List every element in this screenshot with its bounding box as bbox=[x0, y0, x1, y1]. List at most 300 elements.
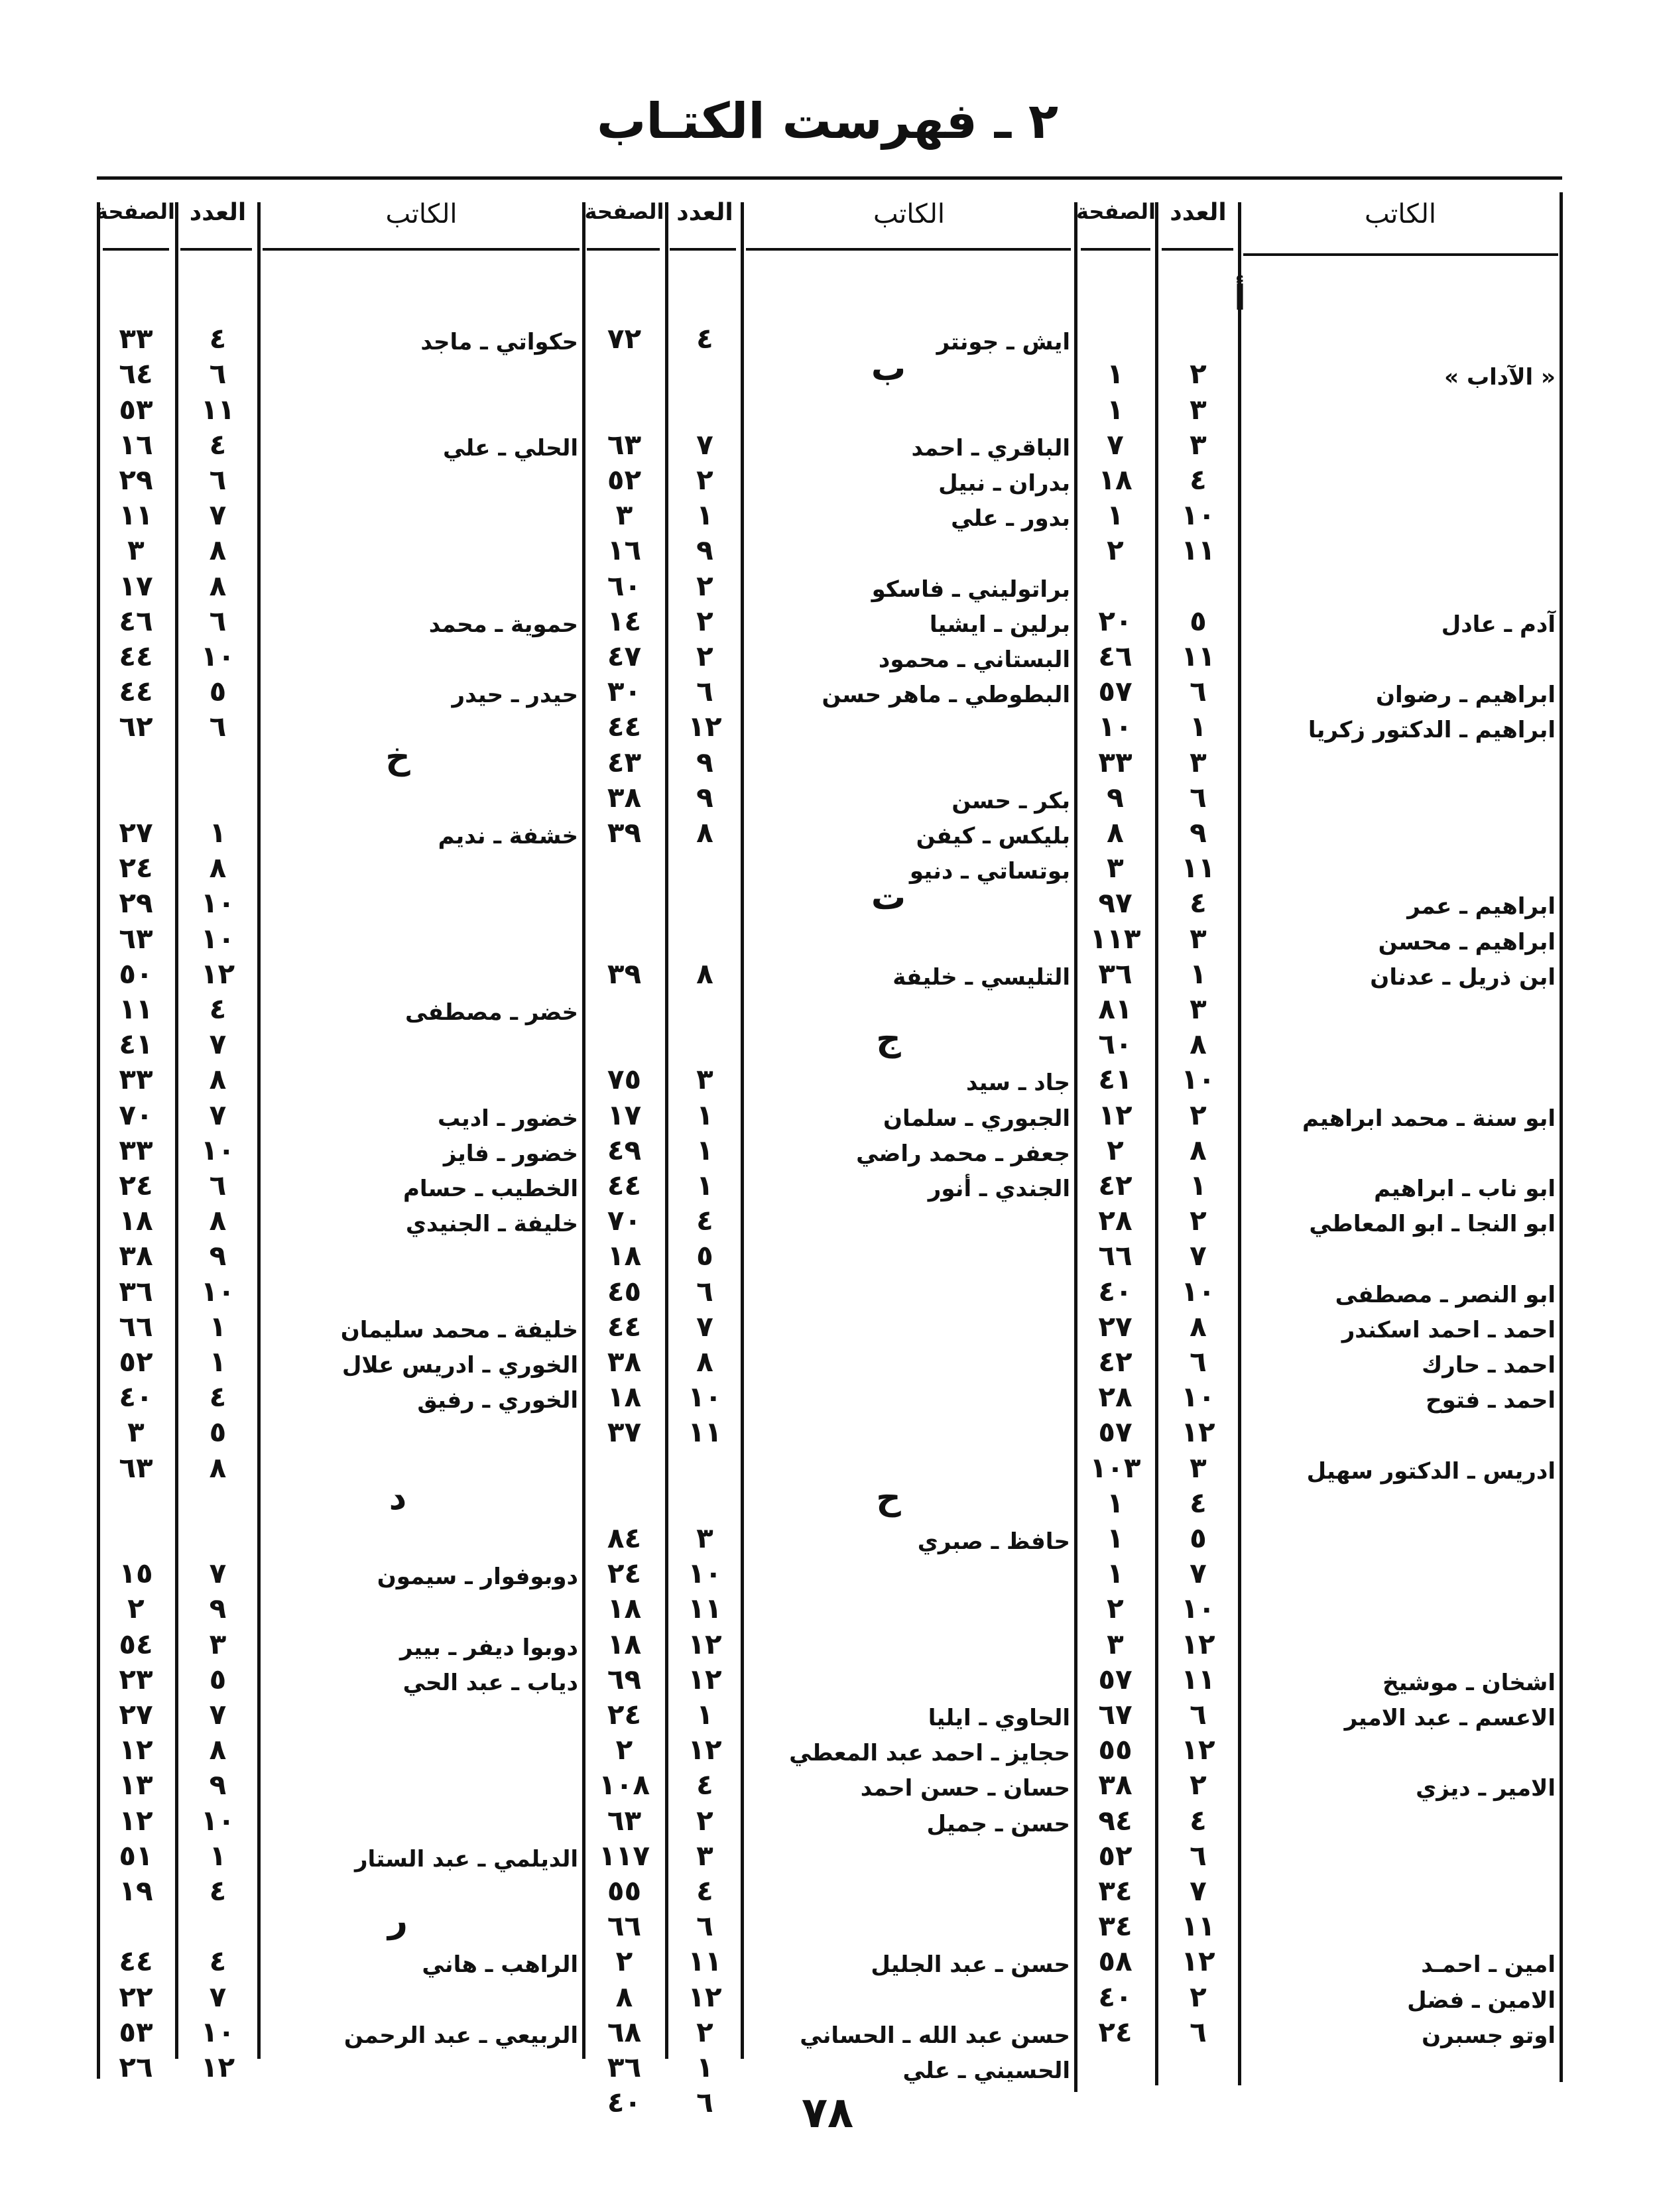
header-page-right: الصفحة bbox=[1075, 199, 1156, 224]
issue-number: ١٢ bbox=[688, 1662, 722, 1695]
section-letter: د bbox=[389, 1477, 407, 1518]
issue-number: ٧ bbox=[209, 1028, 227, 1061]
author-name: جاد ـ سيد bbox=[966, 1070, 1070, 1097]
author-name: دياب ـ عبد الحي bbox=[402, 1669, 578, 1696]
issue-number: ١٢ bbox=[200, 957, 235, 990]
issue-number: ٦ bbox=[1190, 1345, 1207, 1378]
page-ref: ٢٧ bbox=[119, 1698, 153, 1731]
issue-number: ١ bbox=[696, 1133, 713, 1166]
page-ref: ٦٠ bbox=[607, 569, 642, 602]
author-name: خشفة ـ نديم bbox=[438, 823, 578, 849]
author-name: التليسي ـ خليفة bbox=[892, 963, 1070, 991]
page-ref: ٧٠ bbox=[119, 1098, 153, 1131]
author-name: حسن ـ عبد الجليل bbox=[871, 1951, 1070, 1979]
page-ref: ١٤ bbox=[607, 604, 642, 637]
page-ref: ٢ bbox=[1107, 1592, 1124, 1625]
issue-number: ٣ bbox=[1190, 993, 1207, 1025]
page-ref: ٦٣ bbox=[119, 922, 153, 955]
page-ref: ٢٤ bbox=[119, 1169, 153, 1201]
issue-number: ١ bbox=[1190, 1169, 1207, 1201]
issue-number: ٥ bbox=[209, 1416, 227, 1449]
page-ref: ١٨ bbox=[607, 1627, 642, 1660]
section-letter: خ bbox=[385, 737, 410, 777]
page-ref: ٣٩ bbox=[607, 816, 642, 849]
page-ref: ٣٣ bbox=[119, 1063, 153, 1096]
page-ref: ٤٤ bbox=[119, 675, 153, 708]
page-ref: ٢٠ bbox=[1098, 604, 1133, 637]
page-ref: ٨٤ bbox=[607, 1522, 642, 1554]
author-name: حيدر ـ حيدر bbox=[452, 682, 578, 709]
page-ref: ٥٥ bbox=[1098, 1733, 1133, 1766]
page-ref: ١٨ bbox=[607, 1381, 642, 1414]
issue-number: ٨ bbox=[209, 569, 227, 602]
header-rule bbox=[263, 248, 580, 251]
page-ref: ١٨ bbox=[119, 1204, 153, 1237]
header-page-left: الصفحة bbox=[95, 199, 175, 224]
page-ref: ٤٠ bbox=[1098, 1980, 1133, 2013]
section-letter: ب bbox=[871, 349, 906, 389]
author-name: ادريس ـ الدكتور سهيل bbox=[1306, 1457, 1556, 1485]
issue-number: ٩ bbox=[209, 1768, 227, 1802]
issue-number: ١ bbox=[696, 1698, 713, 1731]
page-ref: ٣٦ bbox=[607, 2051, 642, 2083]
author-name: بكر ـ حسن bbox=[951, 787, 1070, 814]
author-name: خضور ـ اديب bbox=[437, 1105, 578, 1132]
page-ref: ٢٢ bbox=[119, 1980, 153, 2013]
page-ref: ٥٧ bbox=[1098, 1662, 1133, 1695]
page-ref: ١٨ bbox=[607, 1239, 642, 1272]
issue-number: ٤ bbox=[696, 1204, 713, 1237]
page-ref: ٣ bbox=[1107, 851, 1124, 885]
page-ref: ٣٠ bbox=[607, 675, 642, 708]
page-ref: ٣٣ bbox=[119, 1133, 153, 1166]
page-ref: ٢٨ bbox=[1098, 1381, 1133, 1414]
issue-number: ٤ bbox=[1190, 1486, 1207, 1519]
page-ref: ١ bbox=[1107, 357, 1124, 391]
page-ref: ١٨ bbox=[607, 1592, 642, 1625]
issue-number: ٥ bbox=[1190, 1522, 1207, 1554]
page-ref: ٣٣ bbox=[119, 322, 153, 355]
issue-number: ١٠ bbox=[1181, 1592, 1215, 1625]
header-author-middle: الكاتب bbox=[873, 199, 945, 229]
page-ref: ٣٧ bbox=[607, 1416, 642, 1449]
issue-number: ٩ bbox=[696, 780, 713, 814]
issue-number: ٦ bbox=[1190, 675, 1207, 708]
issue-number: ٨ bbox=[696, 957, 713, 990]
page-ref: ٢٣ bbox=[119, 1662, 153, 1695]
page-ref: ٢٤ bbox=[607, 1698, 642, 1731]
author-name: الباقري ـ احمد bbox=[911, 434, 1070, 461]
author-name: الامير ـ ديزي bbox=[1416, 1775, 1556, 1802]
issue-number: ١١ bbox=[1181, 1662, 1215, 1695]
page-ref: ٤١ bbox=[119, 1028, 153, 1061]
page-ref: ٢ bbox=[615, 1945, 633, 1978]
author-name: ابو النجا ـ ابو المعاطي bbox=[1309, 1211, 1556, 1238]
author-name: البطوطي ـ ماهر حسن bbox=[822, 682, 1070, 709]
issue-number: ٣ bbox=[209, 1627, 227, 1660]
header-issue-right: العدد bbox=[1170, 199, 1227, 226]
header-page-middle: الصفحة bbox=[584, 199, 664, 224]
page-ref: ٦٣ bbox=[119, 1451, 153, 1484]
page-ref: ٢٤ bbox=[119, 851, 153, 885]
page-ref: ١٦ bbox=[119, 428, 153, 461]
page-ref: ٣٩ bbox=[607, 957, 642, 990]
page-ref: ٥١ bbox=[119, 1839, 153, 1872]
author-name: حجايز ـ احمد عبد المعطي bbox=[789, 1740, 1070, 1767]
header-rule bbox=[180, 248, 252, 251]
author-name: حكواتي ـ ماجد bbox=[420, 329, 578, 356]
issue-number: ١٢ bbox=[1181, 1627, 1215, 1660]
issue-number: ١ bbox=[209, 1345, 227, 1378]
page-ref: ٤٥ bbox=[607, 1274, 642, 1308]
issue-number: ١١ bbox=[1181, 534, 1215, 567]
issue-number: ١٢ bbox=[1181, 1416, 1215, 1449]
header-rule bbox=[1081, 248, 1150, 251]
page-ref: ٤٠ bbox=[607, 2086, 642, 2119]
author-name: حسان ـ حسن احمد bbox=[860, 1775, 1070, 1802]
page-ref: ٢٧ bbox=[119, 816, 153, 849]
issue-number: ٣ bbox=[696, 1522, 713, 1554]
section-letter: أ bbox=[1234, 278, 1246, 318]
page-ref: ٢٤ bbox=[1098, 2015, 1133, 2048]
author-name: ابراهيم ـ عمر bbox=[1407, 893, 1556, 920]
issue-number: ٢ bbox=[696, 640, 713, 672]
issue-number: ١ bbox=[696, 2051, 713, 2083]
author-name: دوبوفوار ـ سيمون bbox=[377, 1564, 578, 1591]
author-name: الديلمي ـ عبد الستار bbox=[354, 1845, 578, 1873]
author-name: ابن ذريل ـ عدنان bbox=[1370, 963, 1556, 991]
page-ref: ٣٨ bbox=[607, 780, 642, 814]
author-name: حافظ ـ صبري bbox=[917, 1528, 1070, 1555]
issue-number: ٦ bbox=[1190, 780, 1207, 814]
author-name: ابو سنة ـ محمد ابراهيم bbox=[1302, 1105, 1556, 1132]
page-ref: ٤٤ bbox=[607, 710, 642, 743]
page-ref: ٨ bbox=[615, 1980, 633, 2013]
issue-number: ٧ bbox=[696, 428, 713, 461]
page-ref: ٤٤ bbox=[607, 1310, 642, 1343]
author-name: احمد ـ حارك bbox=[1422, 1352, 1556, 1379]
author-name: الاعسم ـ عبد الامير bbox=[1344, 1705, 1556, 1731]
page-ref: ٦٣ bbox=[607, 428, 642, 461]
issue-number: ٢ bbox=[696, 2015, 713, 2048]
page-ref: ٥٠ bbox=[119, 957, 153, 990]
issue-number: ١١ bbox=[688, 1416, 722, 1449]
author-name: الراهب ـ هاني bbox=[422, 1951, 578, 1979]
page-ref: ٥٣ bbox=[119, 2015, 153, 2048]
page-ref: ١١٧ bbox=[599, 1839, 650, 1872]
page-ref: ٥٤ bbox=[119, 1627, 153, 1660]
page-ref: ٤٠ bbox=[119, 1381, 153, 1414]
issue-number: ١٠ bbox=[1181, 1274, 1215, 1308]
issue-number: ١٠ bbox=[688, 1381, 722, 1414]
page-ref: ١ bbox=[1107, 393, 1124, 426]
page-ref: ٤٧ bbox=[607, 640, 642, 672]
page-ref: ٣٦ bbox=[1098, 957, 1133, 990]
author-name: الجندي ـ أنور bbox=[928, 1176, 1070, 1202]
issue-number: ١٠ bbox=[200, 1133, 235, 1166]
page-ref: ٩ bbox=[1107, 780, 1124, 814]
issue-number: ٣ bbox=[696, 1839, 713, 1872]
page-ref: ٥٧ bbox=[1098, 675, 1133, 708]
issue-number: ٣ bbox=[696, 1063, 713, 1096]
issue-number: ٨ bbox=[1190, 1028, 1207, 1061]
issue-number: ٧ bbox=[1190, 1874, 1207, 1907]
author-name: الحسيني ـ علي bbox=[902, 2058, 1070, 2084]
issue-number: ٨ bbox=[696, 1345, 713, 1378]
issue-number: ٨ bbox=[1190, 1310, 1207, 1343]
issue-number: ٧ bbox=[209, 1098, 227, 1131]
page-ref: ١٢ bbox=[119, 1733, 153, 1766]
issue-number: ١١ bbox=[1181, 851, 1215, 885]
page-ref: ١٦ bbox=[607, 534, 642, 567]
issue-number: ١١ bbox=[1181, 1910, 1215, 1943]
header-rule bbox=[587, 248, 660, 251]
author-name: الحلي ـ علي bbox=[443, 434, 578, 461]
issue-number: ١ bbox=[696, 1098, 713, 1131]
author-name: برلين ـ ايشيا bbox=[929, 611, 1070, 638]
issue-number: ٩ bbox=[209, 1592, 227, 1625]
issue-number: ٢ bbox=[1190, 1768, 1207, 1802]
issue-number: ٨ bbox=[209, 1451, 227, 1484]
page-ref: ٥٥ bbox=[607, 1874, 642, 1907]
issue-number: ٧ bbox=[209, 1557, 227, 1590]
page-ref: ٥٢ bbox=[607, 463, 642, 496]
section-letter: ح bbox=[876, 1477, 901, 1518]
issue-number: ١٢ bbox=[688, 1627, 722, 1660]
issue-number: ٢ bbox=[696, 463, 713, 496]
page-ref: ٦٧ bbox=[1098, 1698, 1133, 1731]
page-ref: ٨١ bbox=[1098, 993, 1133, 1025]
header-issue-middle: العدد bbox=[676, 199, 733, 226]
author-name: الخطيب ـ حسام bbox=[403, 1176, 578, 1202]
header-rule bbox=[746, 248, 1071, 251]
issue-number: ١٠ bbox=[688, 1557, 722, 1590]
issue-number: ٣ bbox=[1190, 1451, 1207, 1484]
author-name: جعفر ـ محمد راضي bbox=[856, 1140, 1070, 1167]
page-ref: ٢ bbox=[127, 1592, 145, 1625]
page-ref: ٤٩ bbox=[607, 1133, 642, 1166]
author-name: ابراهيم ـ رضوان bbox=[1375, 682, 1556, 709]
page-ref: ٢٩ bbox=[119, 463, 153, 496]
page-ref: ٤٦ bbox=[119, 604, 153, 637]
author-name: الجبوري ـ سلمان bbox=[883, 1105, 1070, 1132]
header-author-left: الكاتب bbox=[385, 199, 458, 229]
page-ref: ١٨ bbox=[1098, 463, 1133, 496]
issue-number: ٩ bbox=[696, 745, 713, 778]
issue-number: ٢ bbox=[1190, 357, 1207, 391]
issue-number: ٨ bbox=[209, 1733, 227, 1766]
issue-number: ٨ bbox=[1190, 1133, 1207, 1166]
issue-number: ٦ bbox=[209, 463, 227, 496]
header-issue-left: العدد bbox=[189, 199, 247, 226]
issue-number: ١٠ bbox=[1181, 499, 1215, 532]
page-ref: ٥٨ bbox=[1098, 1945, 1133, 1978]
issue-number: ٩ bbox=[209, 1239, 227, 1272]
author-name: احمد ـ احمد اسكندر bbox=[1341, 1316, 1556, 1343]
issue-number: ١١ bbox=[200, 393, 235, 426]
issue-number: ٣ bbox=[1190, 922, 1207, 955]
page-ref: ٦٦ bbox=[119, 1310, 153, 1343]
section-letter: ج bbox=[876, 1019, 901, 1060]
page-ref: ١٢ bbox=[119, 1804, 153, 1837]
author-name: خليفة ـ الجنيدي bbox=[405, 1211, 578, 1238]
issue-number: ٨ bbox=[209, 534, 227, 567]
header-rule bbox=[1243, 253, 1558, 256]
issue-number: ٣ bbox=[1190, 428, 1207, 461]
issue-number: ٢ bbox=[696, 604, 713, 637]
page-ref: ٢٤ bbox=[607, 1557, 642, 1590]
issue-number: ١١ bbox=[688, 1592, 722, 1625]
author-name: آدم ـ عادل bbox=[1441, 611, 1556, 638]
page-ref: ٨ bbox=[1107, 816, 1124, 849]
issue-number: ٧ bbox=[209, 1980, 227, 2013]
author-name: خليفة ـ محمد سليمان bbox=[340, 1316, 578, 1343]
issue-number: ٩ bbox=[1190, 816, 1207, 849]
author-name: بليكس ـ كيفن bbox=[916, 823, 1070, 849]
page-ref: ٩٧ bbox=[1098, 887, 1133, 920]
page-ref: ٣ bbox=[127, 534, 145, 567]
author-name: بدور ـ علي bbox=[951, 505, 1070, 532]
issue-number: ٧ bbox=[1190, 1557, 1207, 1590]
author-name: ابراهيم ـ الدكتور زكريا bbox=[1308, 717, 1556, 744]
issue-number: ٨ bbox=[209, 1204, 227, 1237]
author-name: ابو النصر ـ مصطفى bbox=[1335, 1281, 1556, 1308]
author-name: حسن ـ جميل bbox=[926, 1810, 1070, 1837]
page-ref: ١٥ bbox=[119, 1557, 153, 1590]
author-name: الحاوي ـ ايليا bbox=[928, 1705, 1070, 1731]
author-name: الربيعي ـ عبد الرحمن bbox=[343, 2022, 578, 2049]
issue-number: ٦ bbox=[209, 357, 227, 391]
issue-number: ١٠ bbox=[200, 922, 235, 955]
issue-number: ١٠ bbox=[200, 2015, 235, 2048]
page-number: ٧٨ bbox=[801, 2089, 854, 2138]
page-title: ٢ ـ فهرست الكتـاب bbox=[596, 93, 1059, 150]
page-ref: ٤٢ bbox=[1098, 1345, 1133, 1378]
page-ref: ٣٤ bbox=[1098, 1874, 1133, 1907]
issue-number: ٦ bbox=[209, 604, 227, 637]
issue-number: ٦ bbox=[696, 675, 713, 708]
page-ref: ٤٣ bbox=[607, 745, 642, 778]
issue-number: ٦ bbox=[1190, 1698, 1207, 1731]
page-ref: ٥٢ bbox=[119, 1345, 153, 1378]
page-ref: ٦٠ bbox=[1098, 1028, 1133, 1061]
page-ref: ٤٤ bbox=[607, 1169, 642, 1201]
page-ref: ٥٢ bbox=[1098, 1839, 1133, 1872]
page-ref: ٣٨ bbox=[1098, 1768, 1133, 1802]
issue-number: ١ bbox=[1190, 957, 1207, 990]
issue-number: ٤ bbox=[1190, 1804, 1207, 1837]
issue-number: ١٢ bbox=[688, 1980, 722, 2013]
author-name: « الآداب » bbox=[1444, 364, 1556, 391]
issue-number: ١٠ bbox=[1181, 1063, 1215, 1096]
issue-number: ٢ bbox=[1190, 1098, 1207, 1131]
issue-number: ١٢ bbox=[200, 2051, 235, 2083]
issue-number: ٢ bbox=[696, 569, 713, 602]
issue-number: ١٢ bbox=[1181, 1733, 1215, 1766]
author-name: ابراهيم ـ محسن bbox=[1378, 928, 1556, 955]
author-name: بوتساتي ـ دنيو bbox=[909, 858, 1070, 885]
issue-number: ٤ bbox=[209, 1381, 227, 1414]
issue-number: ٦ bbox=[1190, 1839, 1207, 1872]
issue-number: ٧ bbox=[1190, 1239, 1207, 1272]
issue-number: ٦ bbox=[1190, 2015, 1207, 2048]
page-ref: ١ bbox=[1107, 1522, 1124, 1554]
page-ref: ٧ bbox=[1107, 428, 1124, 461]
issue-number: ١٠ bbox=[200, 887, 235, 920]
page-ref: ٦٩ bbox=[607, 1662, 642, 1695]
issue-number: ٢ bbox=[696, 1804, 713, 1837]
issue-number: ٧ bbox=[209, 499, 227, 532]
page-ref: ٣ bbox=[1107, 1627, 1124, 1660]
issue-number: ٧ bbox=[696, 1310, 713, 1343]
page-ref: ٥٧ bbox=[1098, 1416, 1133, 1449]
issue-number: ١ bbox=[209, 816, 227, 849]
issue-number: ١ bbox=[209, 1839, 227, 1872]
page-ref: ٦٨ bbox=[607, 2015, 642, 2048]
issue-number: ١٠ bbox=[1181, 1381, 1215, 1414]
page-ref: ١١ bbox=[119, 499, 153, 532]
issue-number: ١٢ bbox=[1181, 1945, 1215, 1978]
page-ref: ٦٤ bbox=[119, 357, 153, 391]
page-ref: ٩٤ bbox=[1098, 1804, 1133, 1837]
author-name: خضر ـ مصطفى bbox=[405, 999, 578, 1026]
section-letter: ت bbox=[871, 878, 906, 918]
page-ref: ٦٦ bbox=[1098, 1239, 1133, 1272]
page-ref: ٢ bbox=[1107, 534, 1124, 567]
page-ref: ٤٤ bbox=[119, 1945, 153, 1978]
author-name: امين ـ احمـد bbox=[1421, 1951, 1556, 1979]
page-ref: ١ bbox=[1107, 499, 1124, 532]
page-ref: ٣ bbox=[127, 1416, 145, 1449]
header-rule bbox=[1162, 248, 1233, 251]
author-name: حموية ـ محمد bbox=[428, 611, 578, 638]
column-divider bbox=[1560, 192, 1563, 2082]
issue-number: ٥ bbox=[1190, 604, 1207, 637]
issue-number: ٦ bbox=[696, 1274, 713, 1308]
author-name: البستاني ـ محمود bbox=[878, 646, 1070, 673]
issue-number: ٤ bbox=[209, 1874, 227, 1907]
page-ref: ٢٨ bbox=[1098, 1204, 1133, 1237]
page-ref: ٦٢ bbox=[119, 710, 153, 743]
page-ref: ٢٩ bbox=[119, 887, 153, 920]
page-ref: ١٧ bbox=[607, 1098, 642, 1131]
page-ref: ١ bbox=[1107, 1486, 1124, 1519]
issue-number: ٨ bbox=[696, 816, 713, 849]
page-ref: ٣٨ bbox=[607, 1345, 642, 1378]
page-ref: ١١٣ bbox=[1089, 922, 1141, 955]
issue-number: ٤ bbox=[696, 322, 713, 355]
issue-number: ٢ bbox=[1190, 1204, 1207, 1237]
issue-number: ١ bbox=[1190, 710, 1207, 743]
issue-number: ٤ bbox=[696, 1874, 713, 1907]
page-ref: ١٣ bbox=[119, 1768, 153, 1802]
issue-number: ١٠ bbox=[200, 1804, 235, 1837]
page-ref: ٣ bbox=[615, 499, 633, 532]
issue-number: ٣ bbox=[1190, 745, 1207, 778]
page-ref: ٢٧ bbox=[1098, 1310, 1133, 1343]
page-ref: ١٠ bbox=[1098, 710, 1133, 743]
issue-number: ٥ bbox=[209, 675, 227, 708]
author-name: ايش ـ جونتر bbox=[936, 329, 1070, 356]
page-ref: ٧٥ bbox=[607, 1063, 642, 1096]
issue-number: ١١ bbox=[1181, 640, 1215, 672]
author-name: دوبوا ديفر ـ بيير bbox=[400, 1634, 578, 1661]
page-ref: ٤٠ bbox=[1098, 1274, 1133, 1308]
page-ref: ٦٦ bbox=[607, 1910, 642, 1943]
page-ref: ٧٢ bbox=[607, 322, 642, 355]
page-ref: ١١ bbox=[119, 993, 153, 1025]
page-ref: ٣٦ bbox=[119, 1274, 153, 1308]
